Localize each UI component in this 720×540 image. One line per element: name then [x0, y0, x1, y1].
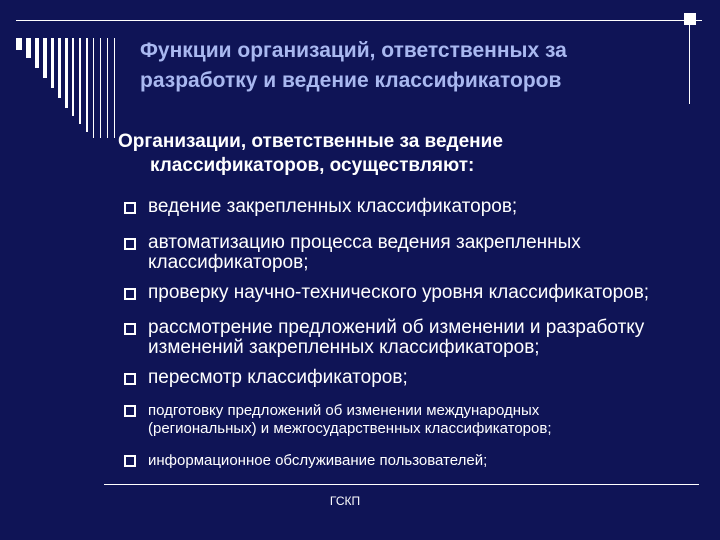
list-item — [124, 368, 694, 388]
list-item-text: информационное обслуживание пользователей; — [148, 452, 488, 469]
stripe — [79, 38, 81, 124]
stripe — [65, 38, 68, 108]
stripe — [43, 38, 47, 78]
list-item — [124, 197, 694, 217]
stripe — [16, 38, 22, 50]
list-item-text: рассмотрение предложений об изменении и разработку — [148, 317, 645, 338]
stripe — [35, 38, 39, 68]
stripe — [93, 38, 94, 138]
footer-label: ГСКП — [329, 494, 361, 508]
footer-rule — [104, 484, 699, 485]
intro-line-1: Организации, ответственные за ведение — [118, 131, 503, 152]
list-item — [124, 283, 694, 303]
decorative-stripes — [16, 38, 146, 138]
intro-line-2: классификаторов, осуществляют: — [150, 155, 475, 176]
list-item-text: классификаторов; — [148, 252, 309, 273]
list-item — [124, 402, 694, 438]
corner-square-icon — [684, 13, 696, 25]
stripe — [51, 38, 54, 88]
list-item — [124, 452, 694, 470]
hollow-square-bullet-icon — [124, 373, 136, 385]
stripe — [72, 38, 74, 116]
list-item-text: пересмотр классификаторов; — [148, 367, 408, 388]
list-item-text: автоматизацию процесса ведения закрепленных — [148, 232, 581, 253]
list-item-text: проверку научно-технического уровня классификаторов; — [148, 282, 650, 303]
stripe — [114, 38, 115, 138]
hollow-square-bullet-icon — [124, 405, 136, 417]
title-line-2: разработку и ведение классификаторов — [140, 69, 562, 92]
stripe — [86, 38, 88, 132]
hollow-square-bullet-icon — [124, 288, 136, 300]
list-item-text: (региональных) и межгосударственных классификаторов; — [148, 420, 552, 437]
list-item — [124, 233, 694, 273]
stripe — [107, 38, 108, 138]
stripe — [100, 38, 101, 138]
hollow-square-bullet-icon — [124, 238, 136, 250]
list-item-text: ведение закрепленных классификаторов; — [148, 196, 518, 217]
hollow-square-bullet-icon — [124, 323, 136, 335]
slide-title — [140, 36, 680, 96]
right-rule — [689, 18, 690, 104]
hollow-square-bullet-icon — [124, 455, 136, 467]
list-item-text: изменений закрепленных классификаторов; — [148, 337, 540, 358]
intro-text — [118, 130, 678, 178]
top-rule — [16, 20, 702, 21]
list-item — [124, 318, 694, 358]
hollow-square-bullet-icon — [124, 202, 136, 214]
stripe — [26, 38, 31, 58]
title-line-1: Функции организаций, ответственных за — [140, 39, 567, 62]
list-item-text: подготовку предложений об изменении международных — [148, 402, 540, 419]
stripe — [58, 38, 61, 98]
